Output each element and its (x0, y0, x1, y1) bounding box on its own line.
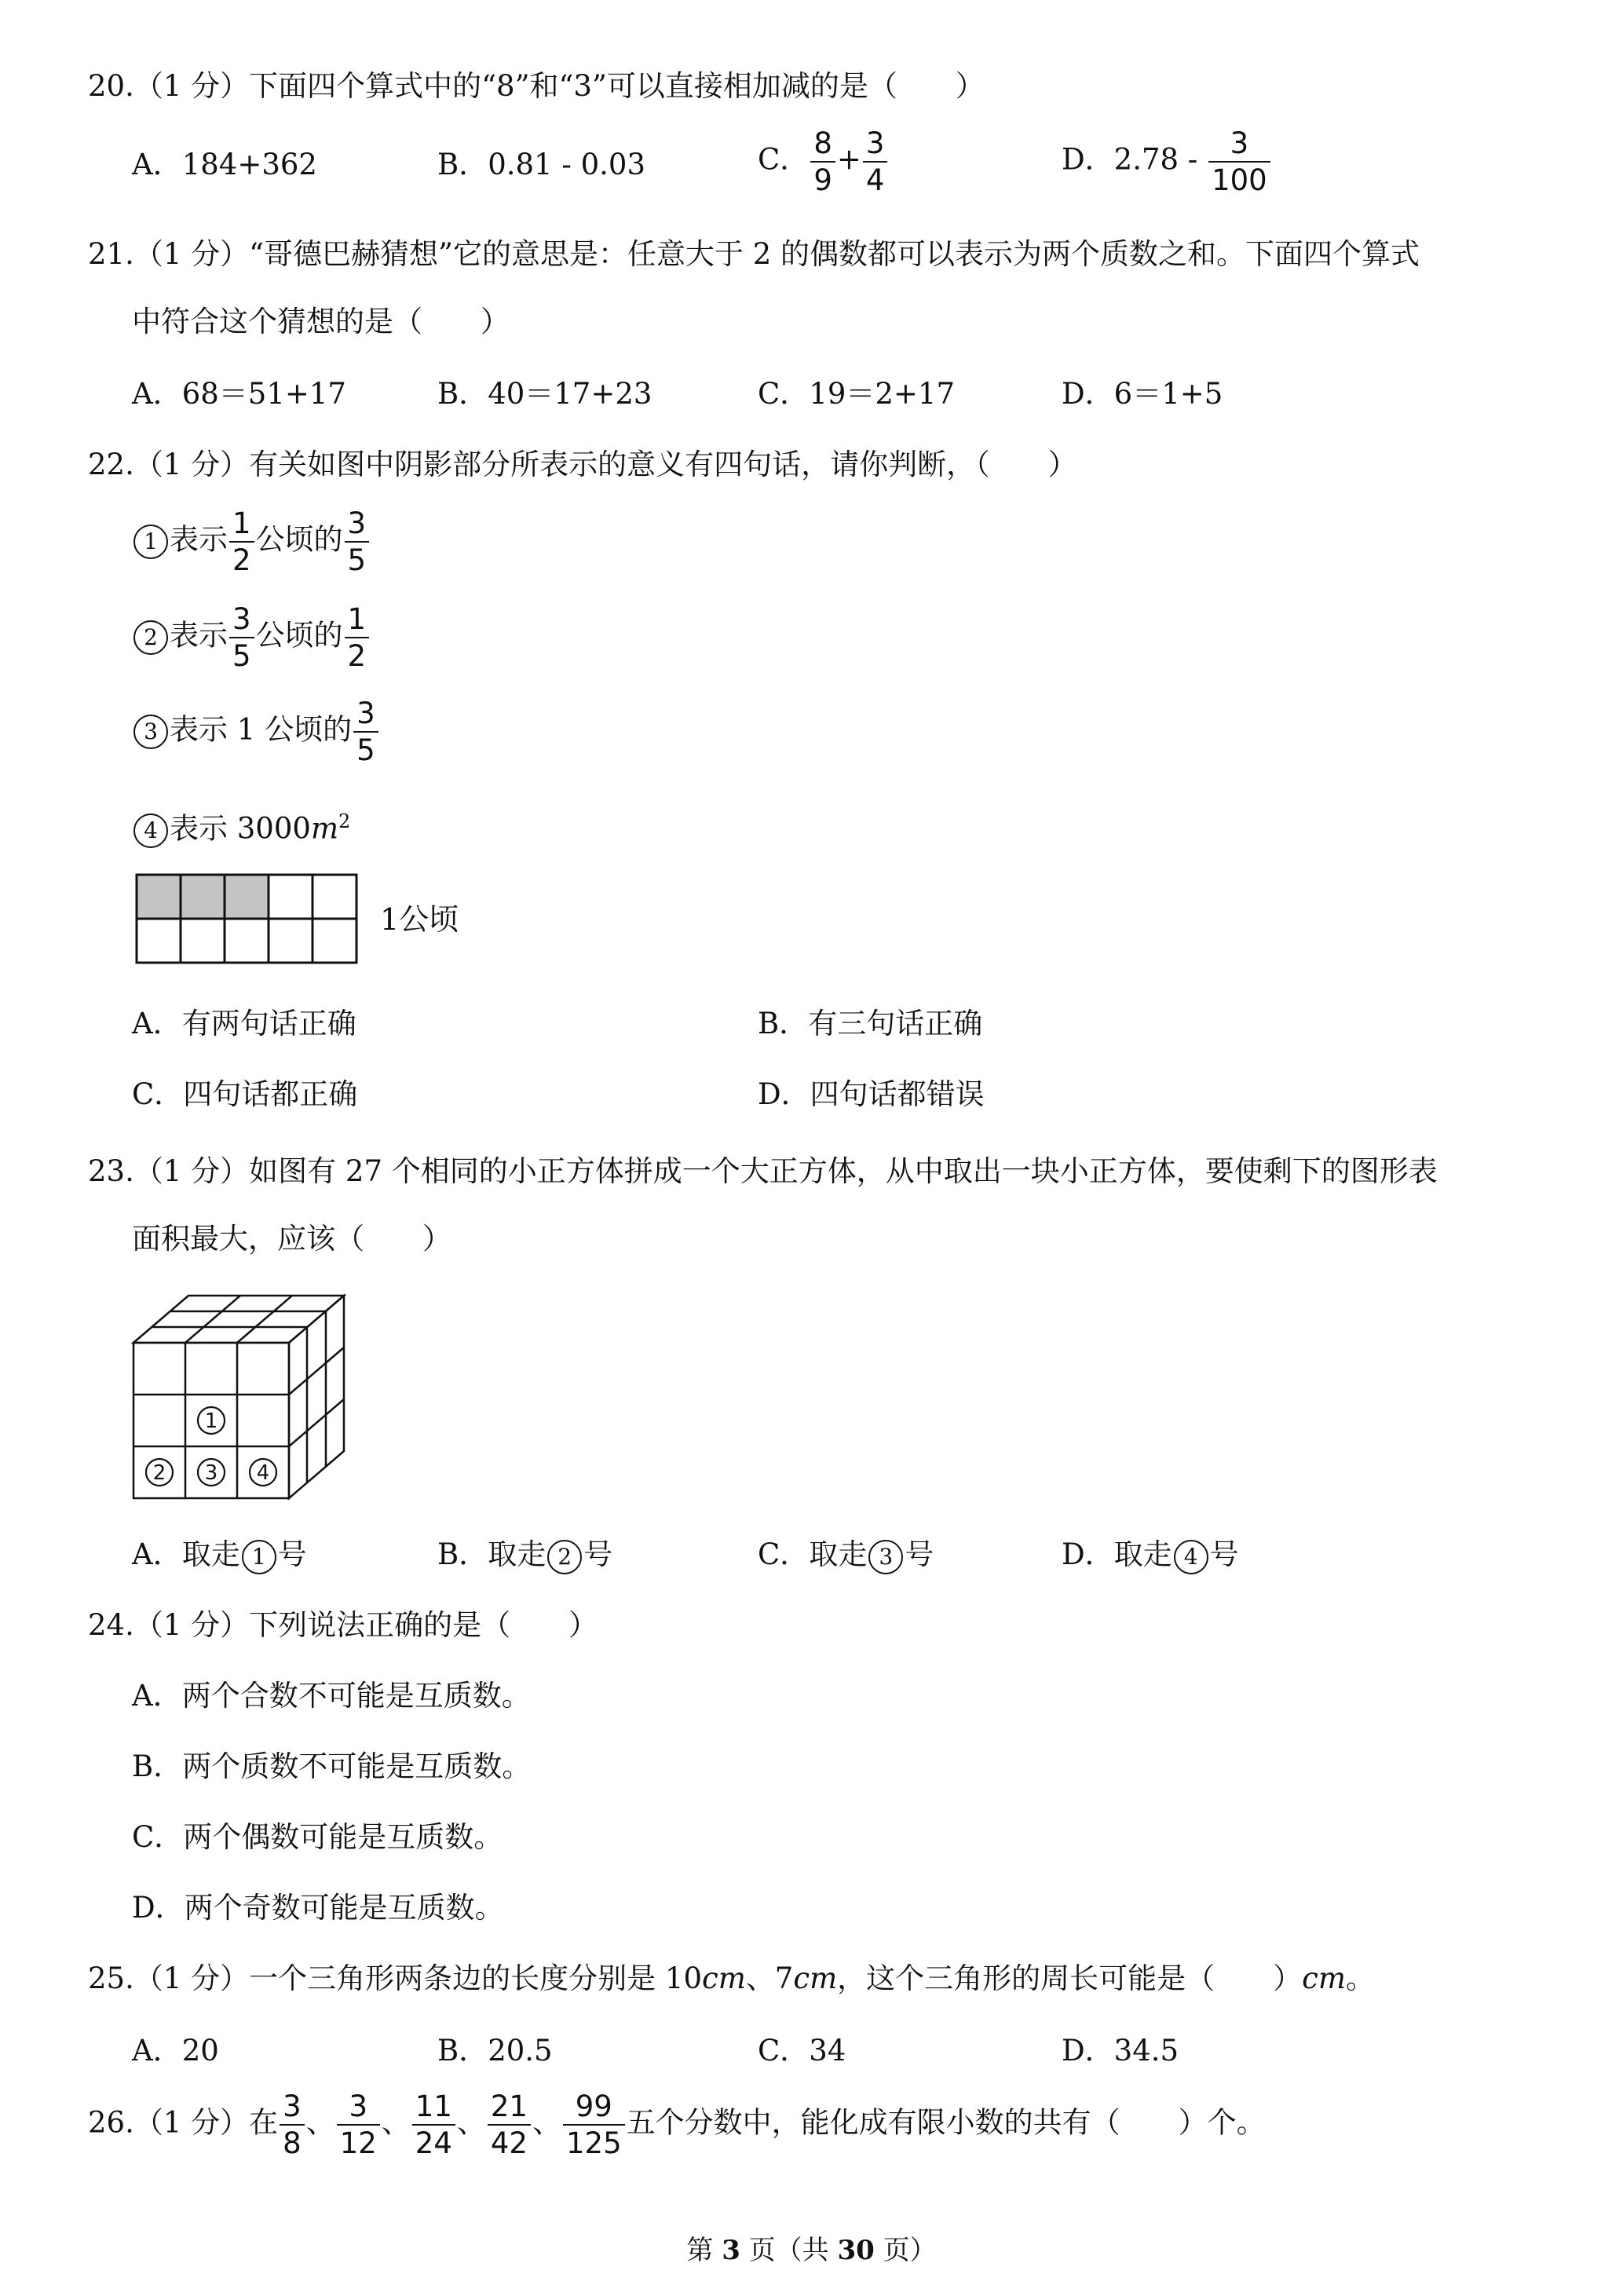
separator: 、 (381, 2105, 411, 2140)
circled-number: 2 (133, 620, 168, 655)
option-text: 号 (583, 1537, 613, 1571)
statement-text: 表示 3000 (170, 811, 311, 846)
q25-option-b: B．20.5 (437, 2034, 553, 2067)
stem-text: 五个分数中，能化成有限小数的共有（ ）个。 (626, 2105, 1266, 2140)
option-text: 号 (905, 1537, 934, 1571)
separator: 、 (532, 2105, 561, 2140)
q22-statement-2 (132, 602, 371, 673)
q22-option-a: A．有两句话正确 (132, 1007, 356, 1040)
fraction (412, 2089, 455, 2160)
circled-number: 1 (133, 525, 168, 559)
circled-number: 1 (242, 1540, 276, 1574)
q22-option-d: D．四句话都错误 (758, 1077, 985, 1111)
fraction (345, 506, 370, 577)
q21-option-c: C．19＝2+17 (758, 377, 956, 411)
statement-text: 表示 (170, 618, 228, 653)
option-text: 号 (1209, 1537, 1239, 1571)
total-pages: 30 (837, 2235, 875, 2266)
page-footer (0, 2228, 1623, 2267)
grid-cell-shaded (181, 875, 225, 919)
stem-text: 26.（1 分）在 (88, 2105, 279, 2140)
q21-stem-line2: 中符合这个猜想的是（ ） (132, 305, 510, 338)
fraction-numerator: 1 (229, 509, 254, 543)
q22-stem: 22.（1 分）有关如图中阴影部分所表示的意义有四句话，请你判断，（ ） (88, 448, 1077, 481)
option-text: C．取走 (758, 1537, 868, 1571)
fraction-numerator: 11 (412, 2092, 455, 2126)
cube-mark-1: 1 (204, 1409, 218, 1433)
cube-right-face (289, 1296, 344, 1498)
fraction-denominator: 5 (232, 639, 251, 673)
fraction-numerator: 3 (353, 699, 378, 733)
fraction (229, 602, 254, 673)
fraction (1208, 126, 1270, 197)
q23-stem-line1: 23.（1 分）如图有 27 个相同的小正方体拼成一个大正方体，从中取出一块小正方体，要使剩下的图形表 (88, 1154, 1438, 1188)
fraction (488, 2089, 531, 2160)
grid-cell-shaded (225, 875, 269, 919)
cube-mark-3: 3 (204, 1461, 218, 1485)
fraction (863, 126, 888, 197)
fraction-numerator: 3 (345, 509, 370, 543)
fraction (345, 602, 370, 673)
q24-option-d: D．两个奇数可能是互质数。 (132, 1891, 504, 1925)
grid-cell (181, 919, 225, 963)
q20-option-c (758, 126, 889, 197)
footer-text: 页（共 (740, 2235, 838, 2266)
q25-option-a: A．20 (132, 2034, 219, 2067)
stem-text: 。 (1345, 1961, 1375, 1995)
circled-number: 4 (1174, 1540, 1208, 1574)
fraction (229, 506, 254, 577)
cube-mark-2: 2 (152, 1461, 166, 1485)
q26-stem (88, 2089, 1266, 2160)
grid-cell (137, 919, 181, 963)
cube-figure (126, 1288, 353, 1509)
q22-statement-1 (132, 506, 371, 577)
q20-option-c-label: C． (758, 142, 810, 177)
q23-option-d (1062, 1536, 1239, 1574)
footer-text: 页） (874, 2235, 937, 2266)
stem-text: 25.（1 分）一个三角形两条边的长度分别是 10 (88, 1961, 702, 1995)
q20-option-b: B．0.81 - 0.03 (437, 148, 645, 181)
unit: cm (702, 1961, 746, 1995)
fraction-denominator: 100 (1212, 163, 1267, 197)
q24-option-b: B．两个质数不可能是互质数。 (132, 1749, 532, 1783)
circled-number: 3 (868, 1540, 903, 1574)
q23-option-b (437, 1536, 612, 1574)
statement-text: 公顷的 (255, 522, 343, 557)
q21-stem-line1: 21.（1 分）“哥德巴赫猜想”它的意思是：任意大于 2 的偶数都可以表示为两个质数之和。下面四个算式 (88, 237, 1420, 271)
fraction-denominator: 8 (283, 2126, 302, 2160)
fraction-numerator: 3 (1208, 129, 1270, 163)
unit: cm (1302, 1961, 1346, 1995)
grid-cell (313, 919, 356, 963)
q24-option-c: C．两个偶数可能是互质数。 (132, 1820, 503, 1854)
option-text: B．取走 (437, 1537, 546, 1571)
fraction (337, 2089, 380, 2160)
q23-option-c (758, 1536, 934, 1574)
q21-option-b: B．40＝17+23 (437, 377, 652, 411)
q20-stem: 20.（1 分）下面四个算式中的“8”和“3”可以直接相加减的是（ ） (88, 69, 985, 103)
q22-option-b: B．有三句话正确 (758, 1007, 983, 1040)
fraction-denominator: 12 (339, 2126, 377, 2160)
q22-statement-3 (132, 696, 380, 767)
circled-number: 2 (547, 1540, 582, 1574)
grid-cells (137, 875, 356, 963)
fraction-numerator: 99 (563, 2092, 625, 2126)
separator: 、 (305, 2105, 335, 2140)
fraction-denominator: 24 (415, 2126, 452, 2160)
fraction (353, 696, 378, 767)
fraction-denominator: 5 (356, 733, 375, 767)
fraction-denominator: 4 (865, 163, 885, 197)
statement-text: 公顷的 (255, 618, 343, 653)
statement-text: 表示 1 公顷的 (170, 712, 353, 747)
circled-number: 4 (133, 813, 168, 848)
circled-number: 3 (133, 715, 168, 749)
fraction-numerator: 3 (280, 2092, 305, 2126)
q22-statement-4 (132, 803, 350, 848)
plus-sign: + (836, 142, 861, 177)
q20-option-d-label: D．2.78 - (1062, 142, 1198, 177)
fraction (280, 2089, 305, 2160)
cube-top-face (133, 1296, 344, 1343)
fraction-numerator: 3 (337, 2092, 380, 2126)
fraction-denominator: 2 (232, 543, 251, 577)
hectare-grid-figure (133, 872, 369, 974)
fraction-numerator: 3 (229, 605, 254, 638)
hectare-label: 1公顷 (380, 902, 459, 937)
q23-stem-line2: 面积最大，应该（ ） (132, 1222, 451, 1256)
statement-text: 表示 (170, 522, 228, 557)
stem-text: ，这个三角形的周长可能是（ ） (837, 1961, 1303, 1995)
grid-cell (225, 919, 269, 963)
q20-option-a: A．184+362 (132, 148, 317, 181)
unit: m (310, 811, 339, 846)
q24-option-a: A．两个合数不可能是互质数。 (132, 1679, 531, 1713)
fraction (563, 2089, 625, 2160)
option-text: A．取走 (132, 1537, 240, 1571)
footer-text: 第 (686, 2235, 722, 2266)
grid-cell (269, 875, 313, 919)
stem-text: 、7 (745, 1961, 794, 1995)
q25-option-c: C．34 (758, 2034, 846, 2067)
fraction (810, 126, 835, 197)
q24-stem: 24.（1 分）下列说法正确的是（ ） (88, 1608, 598, 1642)
grid-cell (313, 875, 356, 919)
fraction-numerator: 3 (863, 129, 888, 163)
cube-mark-4: 4 (256, 1461, 270, 1485)
fraction-numerator: 8 (810, 129, 835, 163)
unit: cm (793, 1961, 838, 1995)
fraction-numerator: 1 (345, 605, 370, 638)
grid-cell (269, 919, 313, 963)
q23-option-a (132, 1536, 307, 1574)
fraction-denominator: 42 (490, 2126, 528, 2160)
option-text: D．取走 (1062, 1537, 1172, 1571)
q22-option-c: C．四句话都正确 (132, 1077, 358, 1111)
fraction-numerator: 21 (488, 2092, 531, 2126)
q25-option-d: D．34.5 (1062, 2034, 1179, 2067)
fraction-denominator: 2 (347, 639, 367, 673)
grid-cell-shaded (137, 875, 181, 919)
fraction-denominator: 5 (347, 543, 367, 577)
fraction-denominator: 125 (565, 2126, 622, 2160)
fraction-denominator: 9 (813, 163, 832, 197)
q20-option-d (1062, 126, 1272, 197)
option-text: 号 (277, 1537, 307, 1571)
q21-option-d: D．6＝1+5 (1062, 377, 1223, 411)
separator: 、 (456, 2105, 486, 2140)
q21-option-a: A．68＝51+17 (132, 377, 346, 411)
q25-stem (88, 1960, 1375, 1998)
page-number: 3 (722, 2235, 740, 2266)
superscript: 2 (338, 810, 351, 832)
